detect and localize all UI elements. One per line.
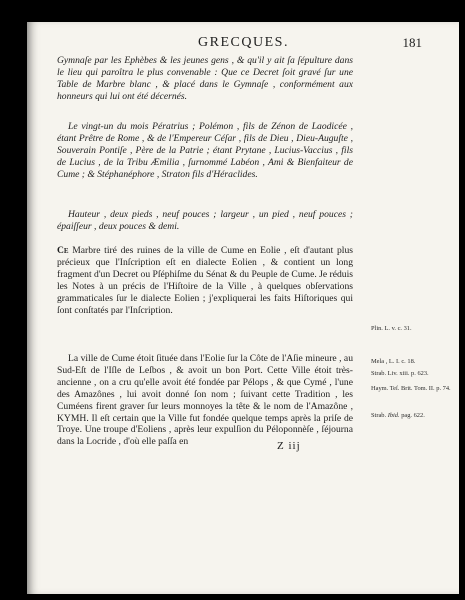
paragraph bbox=[57, 245, 353, 316]
book-page bbox=[27, 22, 459, 594]
paragraph-part: La ville de Cume étoit ſituée dans l'Eolie ſur la Côte de l'Aſie mineure , au Sud-Eſt de l'Iſle de Leſbos , & avoit un bon Port. Cette Ville étoit très-ancienne , on a cru qu'elle avoit été fondée par Pélops , & que Cymé , l'une des Amazônes , lui avoit donné ſon nom ; ſuivant cette Tradition , les Cuméens firent graver ſur leurs monnoyes la tête & le nom de l'Amazône , bbox=[57, 353, 353, 412]
margin-note-part: Strab. bbox=[371, 412, 388, 419]
dimensions-paragraph bbox=[57, 209, 353, 233]
paragraph-part: . Il eſt certain que la Ville fut fondée quelque temps après la priſe de Troye. Une troupe d'Eoliens , après leur expulſion du Péloponnèſe , ſéjourna dans la Locride , d'où elle paſſa en bbox=[57, 412, 353, 448]
running-title: GRECQUES. bbox=[198, 35, 289, 50]
running-header bbox=[65, 35, 422, 55]
decree-text-continuation bbox=[57, 55, 353, 103]
paragraph: Le vingt-un du mois Pératrius ; Polémon , fils de Zénon de Laodicée , étant Prêtre de Rome , & de l'Empereur Céſar , fils de Dieu , Dieu-Auguſte , Souverain Pontiſe , Père de la Patrie ; étant Prytane , Lucius-Vaccius , fils de Lucius , de la Tribu Æmilia , ſurnommé Labéon , Ami & Bienfaiteur de Cume ; & Stéphanéphore , Straton fils d'Héraclides. bbox=[57, 121, 353, 180]
margin-note-part: pag. 622. bbox=[399, 412, 425, 419]
margin-note: Haym. Teſ. Brit. Tom. II. p. 74. bbox=[371, 385, 451, 392]
paragraph: Gymnaſe par les Ephèbes & les jeunes gens , & qu'il y ait ſa ſépulture dans le lieu qui paroîtra le plus convenable : Que ce Decret ſoit gravé ſur une Table de Marbre blanc , & placé dans le Gymnaſe , conformément aux honneurs qui lui ont été décernés. bbox=[57, 55, 353, 102]
paragraph: Hauteur , deux pieds , neuf pouces ; largeur , un pied , neuf pouces ; épaiſſeur , deux pouces & demi. bbox=[57, 209, 353, 232]
paragraph bbox=[57, 353, 353, 448]
date-and-officials-paragraph bbox=[57, 121, 353, 181]
margin-note: Mela , L. I. c. 18. bbox=[371, 358, 416, 365]
margin-note: Strab. Liv. xiii. p. 623. bbox=[371, 370, 429, 377]
page-number: 181 bbox=[402, 35, 422, 50]
lead-word: Ce bbox=[57, 245, 69, 256]
greek-word: ΚΥΜΗ bbox=[57, 412, 87, 424]
margin-note: Plin. L. v. c. 31. bbox=[371, 325, 412, 332]
signature-mark: Z iij bbox=[277, 440, 301, 452]
history-paragraph bbox=[57, 353, 353, 448]
paragraph-rest: Marbre tiré des ruines de la ville de Cume en Eolie , eſt d'autant plus précieux que l'Inſcription eſt en dialecte Eolien , & contient un long fragment d'un Decret ou Pſéphiſme du Sénat & du Peuple de Cume. Je réduis les Notes à un précis de l'Hiſtoire de la Ville , à quelques obſervations grammaticales ſur le dialecte Eolien ; j'expliquerai les faits Hiſtoriques qui ſont conſtatés par l'Inſcription. bbox=[57, 245, 353, 316]
margin-note-part: Ibid. bbox=[387, 412, 400, 419]
commentary-intro-paragraph bbox=[57, 245, 353, 316]
margin-note bbox=[371, 412, 451, 420]
